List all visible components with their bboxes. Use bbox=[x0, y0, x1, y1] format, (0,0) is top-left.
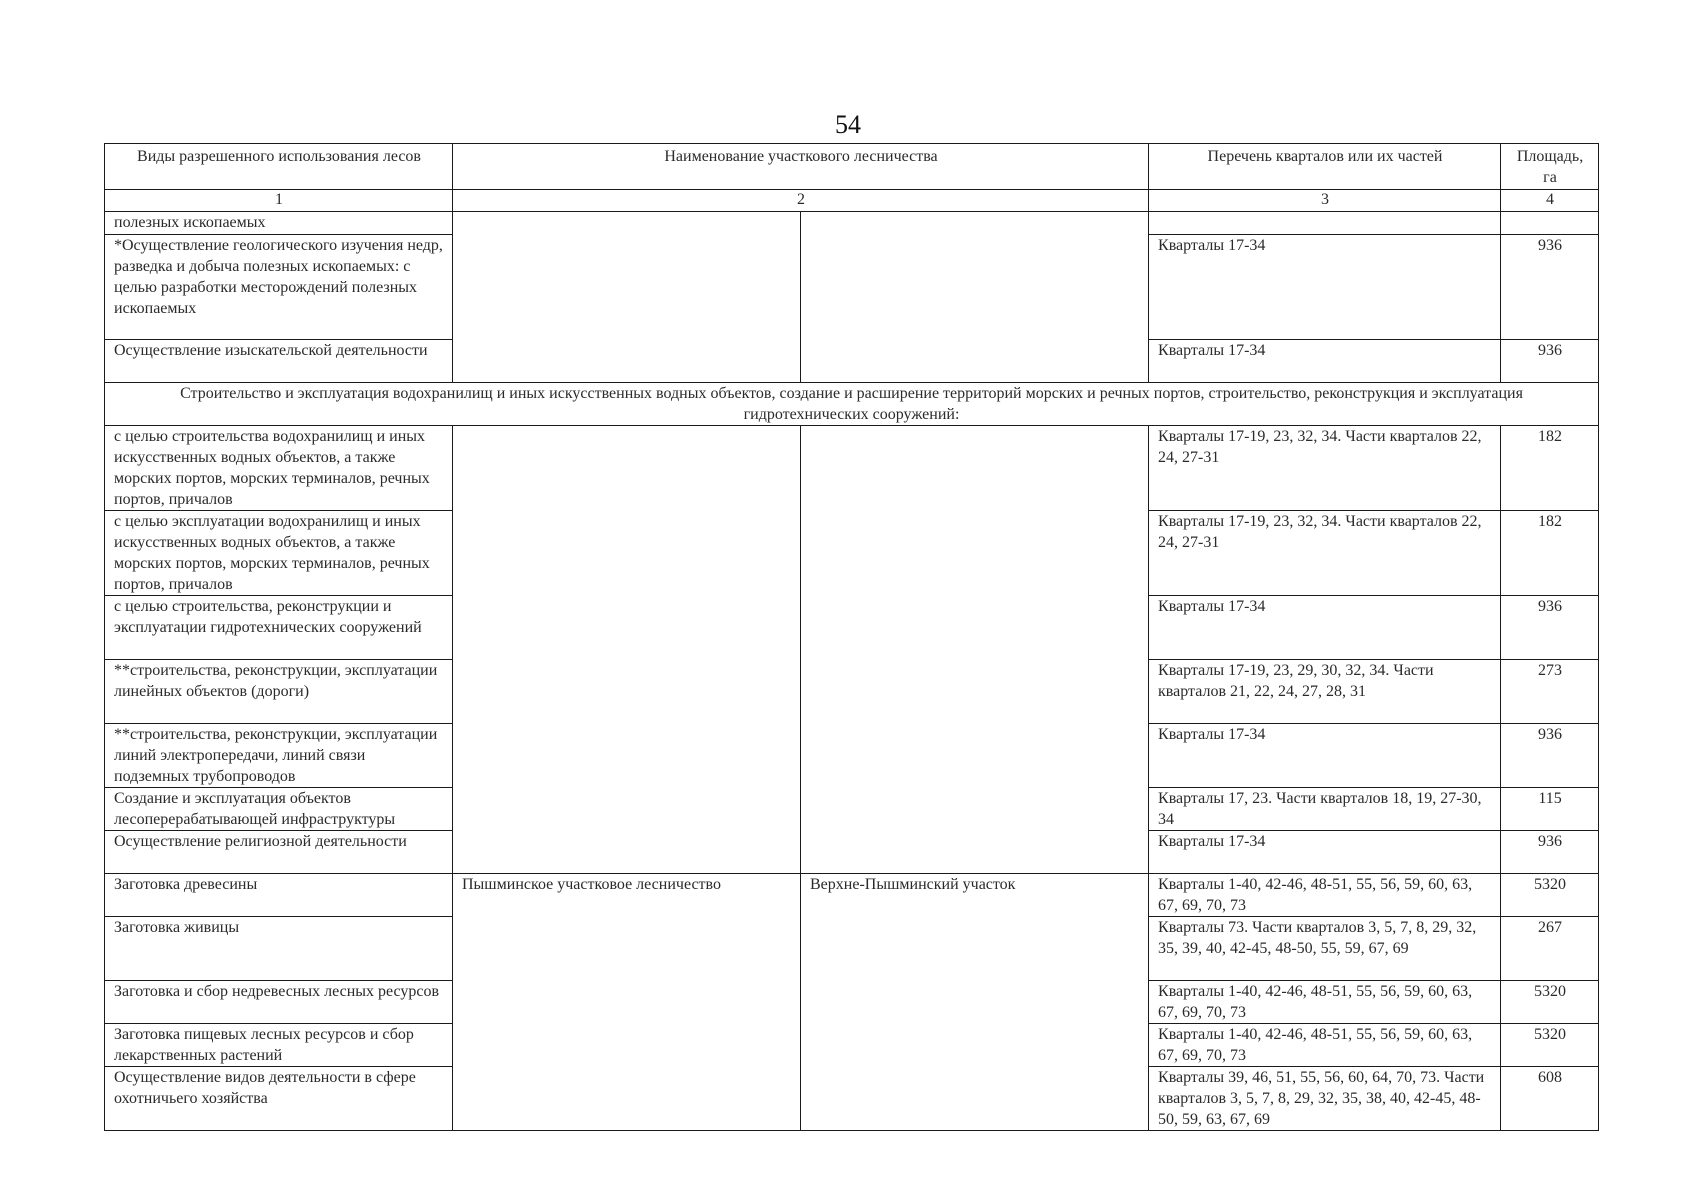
area-cell: 273 bbox=[1501, 660, 1599, 724]
use-type-cell: **строительства, реконструкции, эксплуатации линий электропередачи, линий связи подземных трубопроводов bbox=[105, 724, 453, 788]
quarters-cell: Кварталы 1-40, 42-46, 48-51, 55, 56, 59, 60, 63, 67, 69, 70, 73 bbox=[1149, 1024, 1501, 1067]
quarters-cell: Кварталы 17, 23. Части кварталов 18, 19, 27-30, 34 bbox=[1149, 788, 1501, 831]
area-cell: 936 bbox=[1501, 235, 1599, 340]
use-type-cell: с целью строительства водохранилищ и иных искусственных водных объектов, а также морских портов, морских терминалов, речных портов, причалов bbox=[105, 426, 453, 511]
use-type-cell: Заготовка древесины bbox=[105, 874, 453, 917]
col-number-2: 2 bbox=[453, 190, 1149, 212]
quarters-cell bbox=[1149, 212, 1501, 235]
header-area: Площадь, га bbox=[1501, 144, 1599, 190]
column-number-row bbox=[105, 190, 1599, 212]
use-type-cell: Заготовка пищевых лесных ресурсов и сбор лекарственных растений bbox=[105, 1024, 453, 1067]
area-cell: 5320 bbox=[1501, 874, 1599, 917]
use-type-cell: Осуществление изыскательской деятельности bbox=[105, 340, 453, 383]
area-cell: 267 bbox=[1501, 917, 1599, 981]
forestry-cell bbox=[453, 212, 801, 383]
quarters-cell: Кварталы 17-34 bbox=[1149, 724, 1501, 788]
use-type-cell: полезных ископаемых bbox=[105, 212, 453, 235]
col-number-3: 3 bbox=[1149, 190, 1501, 212]
area-cell bbox=[1501, 212, 1599, 235]
use-type-cell: **строительства, реконструкции, эксплуатации линейных объектов (дороги) bbox=[105, 660, 453, 724]
quarters-cell: Кварталы 17-34 bbox=[1149, 596, 1501, 660]
quarters-cell: Кварталы 73. Части кварталов 3, 5, 7, 8, 29, 32, 35, 39, 40, 42-45, 48-50, 55, 59, 67, 69 bbox=[1149, 917, 1501, 981]
subsection-cell bbox=[801, 212, 1149, 383]
header-row bbox=[105, 144, 1599, 190]
quarters-cell: Кварталы 39, 46, 51, 55, 56, 60, 64, 70, 73. Части кварталов 3, 5, 7, 8, 29, 32, 35, 38, 40, 42-45, 48-50, 59, 63, 67, 69 bbox=[1149, 1067, 1501, 1131]
area-cell: 608 bbox=[1501, 1067, 1599, 1131]
section-heading-row bbox=[105, 383, 1599, 426]
table-row bbox=[105, 212, 1599, 235]
header-use-type: Виды разрешенного использования лесов bbox=[105, 144, 453, 190]
quarters-cell: Кварталы 17-34 bbox=[1149, 340, 1501, 383]
quarters-cell: Кварталы 17-19, 23, 32, 34. Части кварталов 22, 24, 27-31 bbox=[1149, 426, 1501, 511]
table-row bbox=[105, 874, 1599, 917]
area-cell: 5320 bbox=[1501, 981, 1599, 1024]
header-quarters: Перечень кварталов или их частей bbox=[1149, 144, 1501, 190]
use-type-cell: *Осуществление геологического изучения недр, разведка и добыча полезных ископаемых: с целью разработки месторождений полезных ископаемых bbox=[105, 235, 453, 340]
use-type-cell: Осуществление религиозной деятельности bbox=[105, 831, 453, 874]
quarters-cell: Кварталы 17-19, 23, 29, 30, 32, 34. Части кварталов 21, 22, 24, 27, 28, 31 bbox=[1149, 660, 1501, 724]
use-type-cell: Заготовка и сбор недревесных лесных ресурсов bbox=[105, 981, 453, 1024]
area-cell: 115 bbox=[1501, 788, 1599, 831]
quarters-cell: Кварталы 17-34 bbox=[1149, 235, 1501, 340]
area-cell: 936 bbox=[1501, 340, 1599, 383]
forestry-name-cell: Пышминское участковое лесничество bbox=[453, 874, 801, 1131]
subsection-name-cell: Верхне-Пышминский участок bbox=[801, 874, 1149, 1131]
header-forestry-name: Наименование участкового лесничества bbox=[453, 144, 1149, 190]
use-type-cell: с целью строительства, реконструкции и эксплуатации гидротехнических сооружений bbox=[105, 596, 453, 660]
section-heading: Строительство и эксплуатация водохранилищ и иных искусственных водных объектов, создание и расширение территорий морских и речных портов, строительство, реконструкция и эксплуатация гидротехнических сооружений: bbox=[105, 383, 1599, 426]
use-type-cell: Заготовка живицы bbox=[105, 917, 453, 981]
forest-use-table bbox=[104, 143, 1599, 1131]
quarters-cell: Кварталы 1-40, 42-46, 48-51, 55, 56, 59, 60, 63, 67, 69, 70, 73 bbox=[1149, 874, 1501, 917]
area-cell: 936 bbox=[1501, 596, 1599, 660]
use-type-cell: с целью эксплуатации водохранилищ и иных искусственных водных объектов, а также морских портов, морских терминалов, речных портов, причалов bbox=[105, 511, 453, 596]
area-cell: 182 bbox=[1501, 511, 1599, 596]
area-cell: 936 bbox=[1501, 724, 1599, 788]
area-cell: 5320 bbox=[1501, 1024, 1599, 1067]
quarters-cell: Кварталы 1-40, 42-46, 48-51, 55, 56, 59, 60, 63, 67, 69, 70, 73 bbox=[1149, 981, 1501, 1024]
area-cell: 182 bbox=[1501, 426, 1599, 511]
area-cell: 936 bbox=[1501, 831, 1599, 874]
col-number-1: 1 bbox=[105, 190, 453, 212]
forestry-cell bbox=[453, 426, 801, 874]
use-type-cell: Создание и эксплуатация объектов лесоперерабатывающей инфраструктуры bbox=[105, 788, 453, 831]
page-number: 54 bbox=[835, 110, 861, 139]
table-row bbox=[105, 426, 1599, 511]
use-type-cell: Осуществление видов деятельности в сфере охотничьего хозяйства bbox=[105, 1067, 453, 1131]
quarters-cell: Кварталы 17-19, 23, 32, 34. Части кварталов 22, 24, 27-31 bbox=[1149, 511, 1501, 596]
subsection-cell bbox=[801, 426, 1149, 874]
col-number-4: 4 bbox=[1501, 190, 1599, 212]
quarters-cell: Кварталы 17-34 bbox=[1149, 831, 1501, 874]
